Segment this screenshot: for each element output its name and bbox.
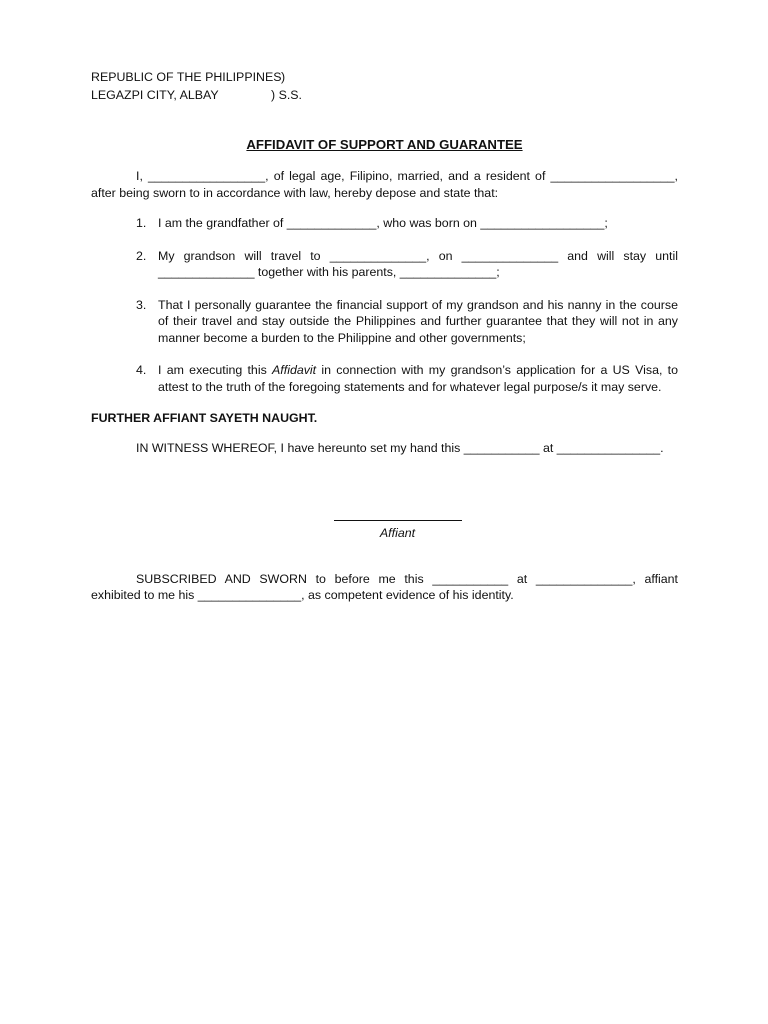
statement-text-after: in connection with my grandson’s application for a US Visa, to attest to the truth of the foregoing statements and for whatever legal purpose/s it may serve. xyxy=(158,363,679,394)
statement-emphasis: Affidavit xyxy=(272,363,317,377)
venue-country: REPUBLIC OF THE PHILIPPINES xyxy=(91,70,282,84)
statement-item xyxy=(136,248,678,281)
venue-line-republic xyxy=(91,68,678,86)
witness-paragraph: IN WITNESS WHEREOF, I have hereunto set my hand this ___________ at _______________. xyxy=(136,441,664,455)
statement-item xyxy=(136,297,678,347)
statement-text: I am the grandfather of _____________, who was born on __________________; xyxy=(158,216,608,230)
statement-item xyxy=(136,215,678,232)
statement-text: My grandson will travel to ______________, on ______________ and will stay until ______________ together with his parents, ______________; xyxy=(158,248,678,279)
intro-paragraph: I, _________________, of legal age, Filipino, married, and a resident of __________________, after being sworn to in accordance with law, hereby depose and state that: xyxy=(91,169,678,200)
signature-line xyxy=(334,510,462,521)
statement-list xyxy=(91,215,678,395)
statement-number: 3. xyxy=(136,297,147,312)
document-title: AFFIDAVIT OF SUPPORT AND GUARANTEE xyxy=(246,137,523,152)
statement-number: 1. xyxy=(136,216,147,230)
jurat-paragraph: SUBSCRIBED AND SWORN to before me this ___________ at ______________, affiant exhibited to me his _______________, as competent evidence of his identity. xyxy=(91,571,678,602)
statement-number: 2. xyxy=(136,248,147,263)
statement-item xyxy=(136,362,679,395)
venue-ss-mark: ) S.S. xyxy=(271,88,302,102)
venue-city: LEGAZPI CITY, ALBAY xyxy=(91,88,219,102)
statement-text: That I personally guarantee the financial support of my grandson and his nanny in the course of their travel and stay outside the Philippines and further guarantee that they will not in any manner become a burden to the Philippine and other governments; xyxy=(158,297,678,345)
venue-line-city xyxy=(91,86,678,104)
statement-number: 4. xyxy=(136,363,147,377)
further-affiant-line: FURTHER AFFIANT SAYETH NAUGHT. xyxy=(91,411,318,425)
venue-bracket: ) xyxy=(281,70,286,84)
venue-block xyxy=(91,68,678,104)
signature-label: Affiant xyxy=(379,525,416,540)
affidavit-document xyxy=(91,68,678,616)
signature-block xyxy=(91,510,678,540)
statement-text-before: I am executing this xyxy=(158,363,273,377)
